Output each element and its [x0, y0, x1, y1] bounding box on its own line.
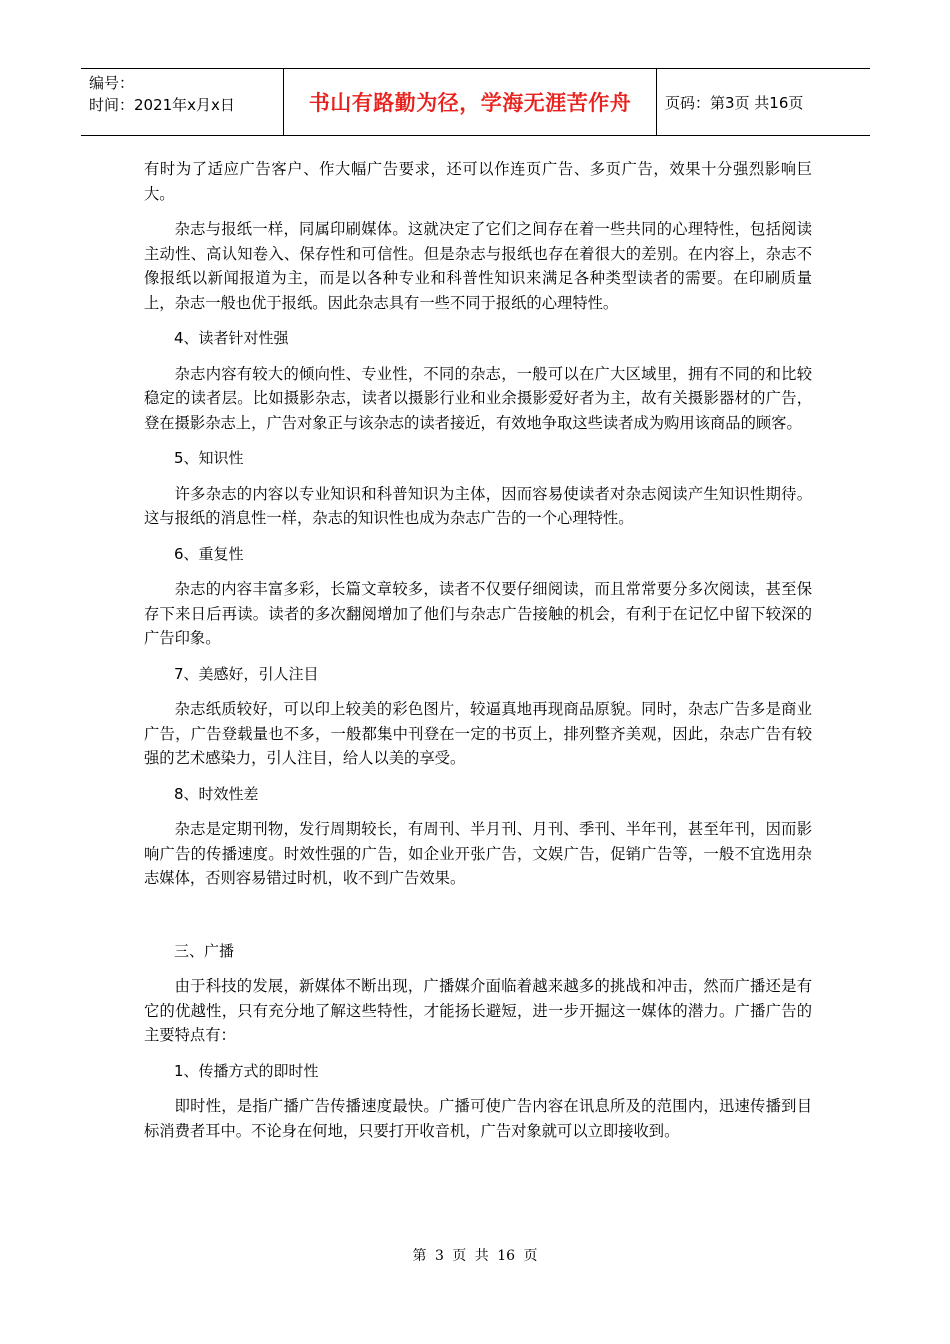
header-page-info: 页码：第3页 共16页 — [665, 93, 804, 112]
paragraph: 即时性，是指广播广告传播速度最快。广播可使广告内容在讯息所及的范围内，迅速传播到目标消费者耳中。不论身在何地，只要打开收音机，广告对象就可以立即接收到。 — [144, 1097, 812, 1140]
paragraph: 杂志与报纸一样，同属印刷媒体。这就决定了它们之间存在着一些共同的心理特性，包括阅读主动性、高认知卷入、保存性和可信性。但是杂志与报纸也存在着很大的差别。在内容上，杂志不像报纸以新闻报道为主，而是以各种专业和科普性知识来满足各种类型读者的需要。在印刷质量上，杂志一般也优于报纸。因此杂志具有一些不同于报纸的心理特性。 — [144, 220, 812, 312]
chapter-heading: 三、广播 — [174, 941, 235, 960]
section-heading: 4、读者针对性强 — [174, 329, 289, 347]
document-body — [144, 157, 812, 1154]
paragraph: 杂志内容有较大的倾向性、专业性，不同的杂志，一般可以在广大区域里，拥有不同的和比较稳定的读者层。比如摄影杂志，读者以摄影行业和业余摄影爱好者为主，故有关摄影器材的广告，登在摄影杂志上，广告对象正与该杂志的读者接近，有效地争取这些读者成为购用该商品的顾客。 — [144, 364, 812, 432]
paragraph: 杂志纸质较好，可以印上较美的彩色图片，较逼真地再现商品原貌。同时，杂志广告多是商业广告，广告登载量也不多，一般都集中刊登在一定的书页上，排列整齐美观，因此，杂志广告有较强的艺术感染力，引人注目，给人以美的享受。 — [144, 700, 812, 767]
header-id-label: 编号： — [89, 74, 135, 92]
section-heading: 5、知识性 — [174, 449, 244, 467]
paragraph: 由于科技的发展，新媒体不断出现，广播媒介面临着越来越多的挑战和冲击，然而广播还是有它的优越性，只有充分地了解这些特性，才能扬长避短，进一步开掘这一媒体的潜力。广播广告的主要特点有： — [144, 977, 812, 1044]
paragraph: 许多杂志的内容以专业知识和科普知识为主体，因而容易使读者对杂志阅读产生知识性期待。这与报纸的消息性一样，杂志的知识性也成为杂志广告的一个心理特性。 — [144, 484, 812, 527]
paragraph: 杂志是定期刊物，发行周期较长，有周刊、半月刊、月刊、季刊、半年刊，甚至年刊，因而影响广告的传播速度。时效性强的广告，如企业开张广告，文娱广告，促销广告等，一般不宜选用杂志媒体，否则容易错过时机，收不到广告效果。 — [144, 820, 812, 887]
page-header — [81, 68, 870, 136]
header-time-label: 时间：2021年x月x日 — [89, 96, 235, 114]
paragraph: 杂志的内容丰富多彩，长篇文章较多，读者不仅要仔细阅读，而且常常要分多次阅读，甚至保存下来日后再读。读者的多次翻阅增加了他们与杂志广告接触的机会，有利于在记忆中留下较深的广告印象。 — [144, 580, 812, 647]
paragraph: 有时为了适应广告客户、作大幅广告要求，还可以作连页广告、多页广告，效果十分强烈影响巨大。 — [144, 160, 812, 203]
section-heading: 8、时效性差 — [174, 784, 259, 803]
section-heading: 7、美感好，引人注目 — [174, 664, 319, 683]
page-footer: 第 3 页 共 16 页 — [412, 1248, 538, 1264]
section-heading: 6、重复性 — [174, 544, 244, 563]
header-motto: 书山有路勤为径，学海无涯苦作舟 — [283, 69, 657, 135]
section-spacer — [144, 902, 812, 939]
header-meta — [81, 69, 283, 135]
section-heading: 1、传播方式的即时性 — [174, 1061, 319, 1080]
